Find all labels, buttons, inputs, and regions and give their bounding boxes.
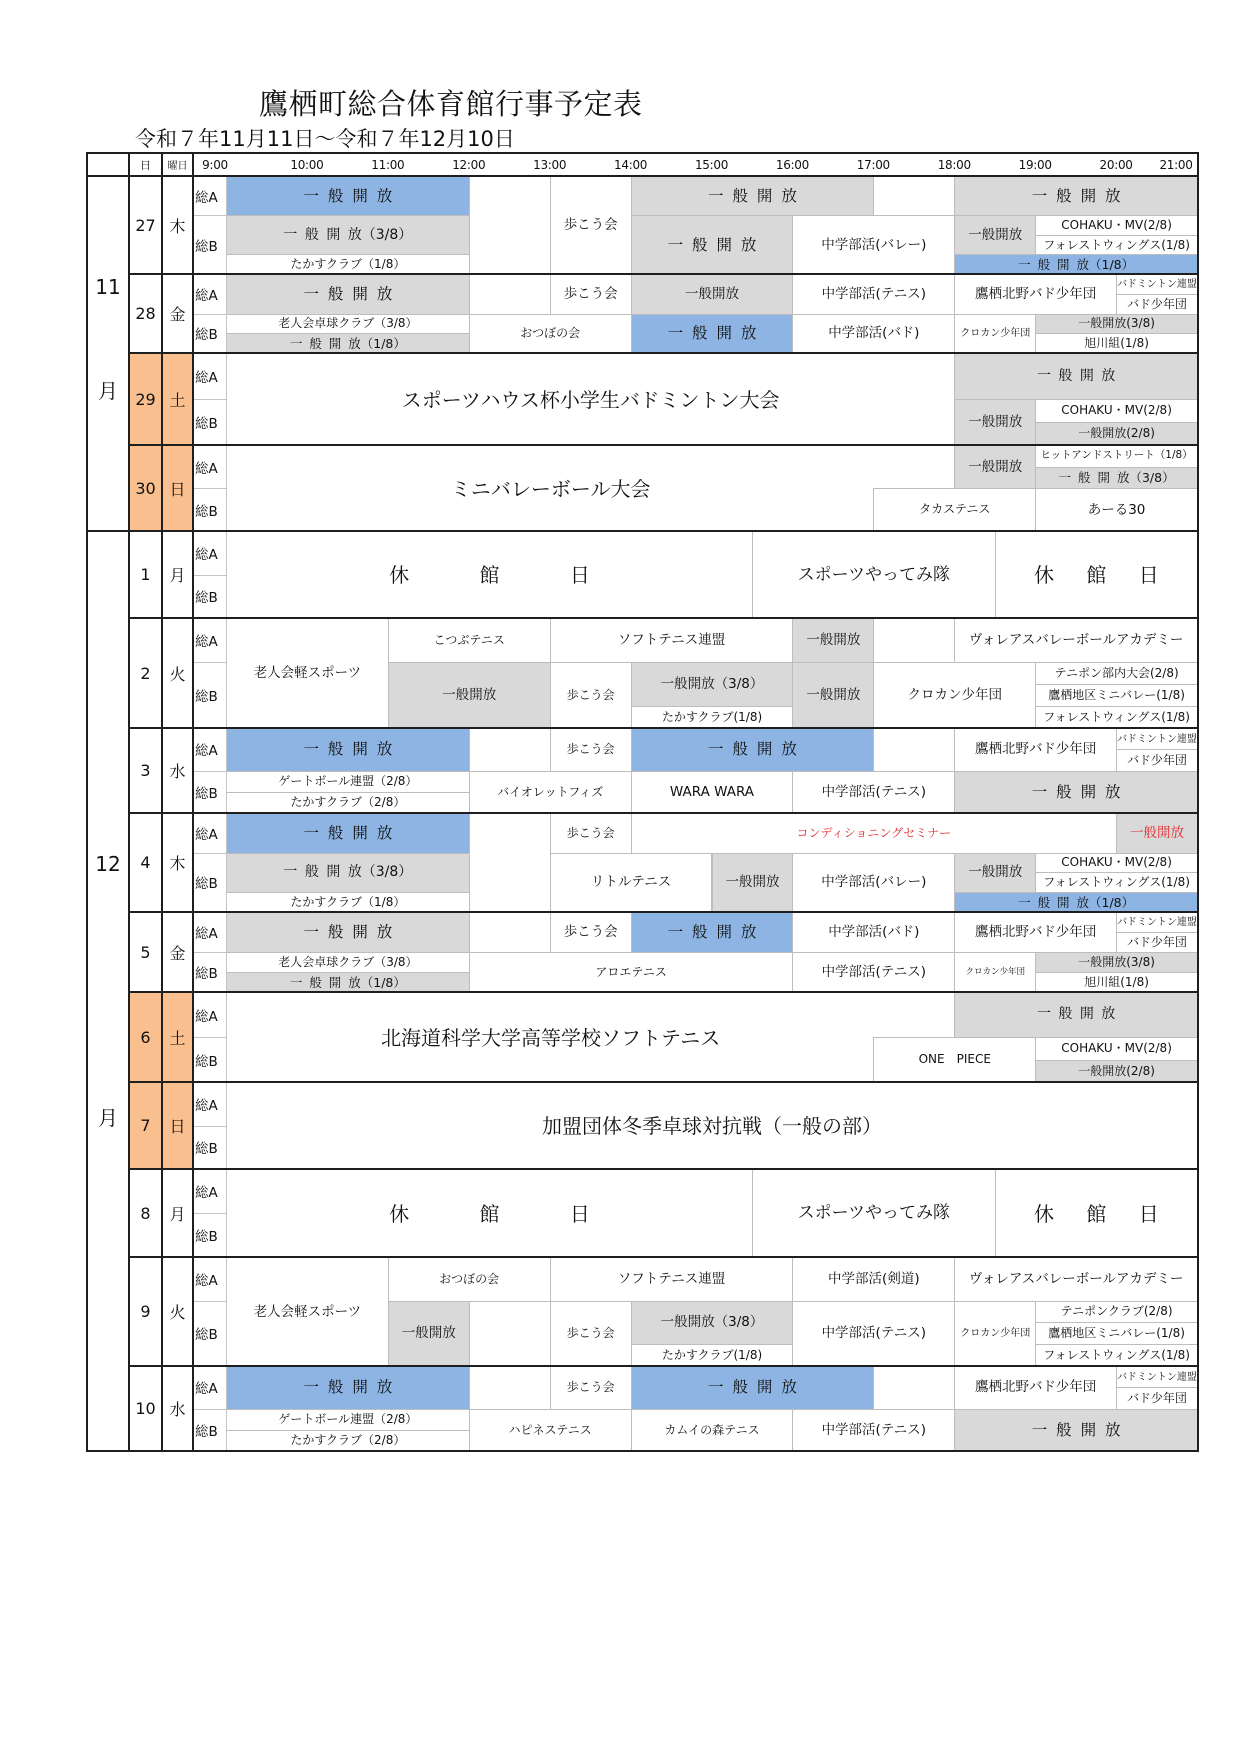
schedule-cell: ONE PIECE — [873, 1037, 1036, 1083]
schedule-cell: ゲートボール連盟（2/8） — [226, 771, 470, 793]
schedule-cell: たかすクラブ(1/8) — [631, 706, 794, 729]
schedule-cell: 一般開放 — [954, 445, 1036, 489]
schedule-cell: 一 般 開 放 — [226, 813, 470, 854]
court-b-label: 総B — [195, 785, 218, 802]
court-b-label: 総B — [195, 966, 218, 982]
schedule-cell: バド少年団 — [1116, 749, 1198, 771]
schedule-cell: COHAKU・MV(2/8) — [1035, 853, 1198, 874]
schedule-cell: 老人会卓球クラブ（3/8） — [226, 952, 470, 973]
schedule-cell: 一般開放 — [712, 853, 794, 913]
court-b-label: 総B — [195, 689, 218, 705]
date-number: 2 — [140, 663, 151, 683]
schedule-cell: フォレストウィングス(1/8) — [1035, 872, 1198, 893]
schedule-cell: 一 般 開 放 — [226, 1366, 470, 1410]
schedule-cell: バド少年団 — [1116, 1387, 1198, 1409]
schedule-cell: クロカン少年団 — [954, 952, 1036, 993]
court-a-label: 総A — [195, 1185, 218, 1201]
schedule-cell: 一 般 開 放 — [631, 1366, 875, 1410]
date-number: 1 — [140, 565, 151, 584]
schedule-cell: 一 般 開 放 — [631, 912, 794, 953]
month-number: 11 — [95, 275, 121, 299]
time-label: 12:00 — [452, 157, 486, 172]
schedule-cell: 歩こう会 — [550, 1301, 632, 1367]
schedule-cell: 鷹栖北野バド少年団 — [954, 912, 1117, 953]
schedule-cell: 一 般 開 放 — [954, 176, 1198, 216]
schedule-cell: クロカン少年団 — [873, 662, 1036, 729]
schedule-cell: ヒットアンドストリート（1/8） — [1035, 445, 1198, 468]
schedule-cell: 一般開放 — [954, 215, 1036, 255]
schedule-cell: 歩こう会 — [550, 912, 632, 953]
schedule-period: 令和７年11月11日～令和７年12月10日 — [135, 127, 515, 151]
date-number: 10 — [135, 1399, 156, 1418]
time-label: 9:00 — [202, 157, 228, 172]
schedule-cell: 中学部活(テニス) — [792, 274, 955, 315]
schedule-cell: スポーツやってみ隊 — [752, 1169, 996, 1258]
schedule-cell: WARA WARA — [631, 771, 794, 815]
schedule-cell: 休 館 日 — [226, 1169, 753, 1258]
court-b-label: 総B — [195, 1327, 218, 1344]
schedule-cell: テニポン部内大会(2/8) — [1035, 662, 1198, 685]
schedule-cell: 一 般 開 放 — [631, 314, 794, 355]
schedule-cell: 老人会卓球クラブ（3/8） — [226, 314, 470, 335]
schedule-cell: クロカン少年団 — [954, 314, 1036, 355]
schedule-cell: 歩こう会 — [550, 274, 632, 315]
header-day-label: 日 — [140, 158, 151, 172]
schedule-cell: 一般開放 — [1116, 813, 1198, 854]
date-number: 30 — [135, 478, 156, 498]
court-b-label: 総B — [195, 416, 218, 432]
schedule-cell: 中学部活(テニス) — [792, 771, 955, 815]
schedule-cell: 鷹栖北野バド少年団 — [954, 274, 1117, 315]
schedule-cell: 一般開放 — [388, 1301, 470, 1367]
schedule-cell: バドミントン連盟 — [1116, 728, 1198, 750]
weekday-label: 土 — [169, 1028, 186, 1048]
schedule-cell: 鷹栖地区ミニバレー(1/8) — [1035, 1322, 1198, 1345]
court-b-label: 総B — [195, 238, 218, 255]
court-a-label: 総A — [195, 634, 218, 650]
schedule-cell: スポーツやってみ隊 — [752, 531, 996, 619]
schedule-cell: 一 般 開 放（1/8） — [226, 333, 470, 354]
schedule-cell: 中学部活(テニス) — [792, 1301, 955, 1367]
schedule-cell: 中学部活(バド) — [792, 912, 955, 953]
court-a-label: 総A — [195, 1272, 218, 1289]
schedule-cell: リトルテニス — [550, 853, 713, 913]
time-label: 10:00 — [290, 157, 324, 172]
schedule-cell: 一般開放 — [954, 399, 1036, 446]
schedule-cell: COHAKU・MV(2/8) — [1035, 399, 1198, 423]
court-b-label: 総B — [195, 503, 218, 520]
court-b-label: 総B — [195, 327, 218, 344]
schedule-cell: COHAKU・MV(2/8) — [1035, 1037, 1198, 1061]
court-a-label: 総A — [195, 460, 218, 477]
date-number: 5 — [140, 942, 151, 962]
schedule-cell: 一 般 開 放 — [954, 1409, 1198, 1453]
schedule-cell: ソフトテニス連盟 — [550, 618, 794, 663]
court-a-label: 総A — [195, 546, 218, 563]
schedule-cell: タカステニス — [873, 488, 1036, 532]
schedule-cell: 一 般 開 放 — [226, 274, 470, 315]
date-number: 27 — [135, 215, 156, 235]
court-b-label: 総B — [195, 876, 218, 893]
weekday-label: 月 — [169, 566, 186, 585]
schedule-cell: 旭川組(1/8) — [1035, 333, 1198, 354]
schedule-cell: 一般開放 — [792, 662, 874, 729]
schedule-cell: 一般開放 — [954, 853, 1036, 894]
court-a-label: 総A — [195, 370, 218, 386]
schedule-cell: 一 般 開 放（3/8） — [1035, 467, 1198, 490]
schedule-cell: 一般開放 — [792, 618, 874, 663]
time-label: 18:00 — [937, 157, 971, 172]
schedule-cell: たかすクラブ（1/8） — [226, 892, 470, 913]
date-number: 9 — [140, 1302, 151, 1321]
schedule-cell: バドミントン連盟 — [1116, 274, 1198, 295]
schedule-cell: バドミントン連盟 — [1116, 912, 1198, 933]
date-number: 7 — [140, 1116, 151, 1135]
schedule-cell: フォレストウィングス(1/8) — [1035, 706, 1198, 729]
weekday-label: 日 — [169, 1117, 186, 1136]
schedule-cell: 中学部活(バド) — [792, 314, 955, 355]
time-label: 13:00 — [533, 157, 567, 172]
schedule-cell: 一般開放(2/8) — [1035, 422, 1198, 446]
schedule-cell: COHAKU・MV(2/8) — [1035, 215, 1198, 236]
date-number: 3 — [140, 761, 151, 780]
weekday-label: 木 — [169, 854, 186, 873]
schedule-cell: 一般開放 — [631, 274, 794, 315]
schedule-cell: 歩こう会 — [550, 176, 632, 275]
schedule-cell: 一 般 開 放（3/8） — [226, 215, 470, 255]
court-a-label: 総A — [195, 743, 218, 760]
weekday-label: 土 — [169, 390, 186, 410]
schedule-cell: 一 般 開 放 — [954, 353, 1198, 400]
document-title: 鷹栖町総合体育館行事予定表 — [259, 87, 643, 121]
month-unit: 月 — [98, 378, 118, 403]
schedule-cell: ゲートボール連盟（2/8） — [226, 1409, 470, 1431]
time-label: 21:00 — [1159, 157, 1193, 172]
schedule-cell: バド少年団 — [1116, 294, 1198, 315]
schedule-cell: 一 般 開 放 — [631, 215, 794, 275]
time-label: 16:00 — [775, 157, 809, 172]
schedule-cell: 休 館 日 — [995, 531, 1198, 619]
schedule-cell: 一 般 開 放（1/8） — [954, 892, 1198, 913]
month-unit: 月 — [98, 1105, 118, 1130]
court-a-label: 総A — [195, 189, 218, 206]
weekday-label: 水 — [169, 1400, 186, 1419]
schedule-cell: こつぶテニス — [388, 618, 551, 663]
date-number: 29 — [135, 389, 156, 409]
schedule-cell: バイオレットフィズ — [469, 771, 632, 815]
schedule-cell: フォレストウィングス(1/8) — [1035, 1344, 1198, 1367]
schedule-cell: ハピネステニス — [469, 1409, 632, 1453]
header-weekday-label: 曜日 — [167, 161, 188, 172]
schedule-cell: おつぼの会 — [469, 314, 632, 355]
schedule-cell: 歩こう会 — [550, 728, 632, 772]
time-label: 14:00 — [614, 157, 648, 172]
month-number: 12 — [95, 852, 121, 876]
schedule-cell: たかすクラブ（1/8） — [226, 254, 470, 275]
schedule-cell: 一 般 開 放 — [226, 912, 470, 953]
weekday-label: 日 — [169, 479, 186, 499]
schedule-cell: バドミントン連盟 — [1116, 1366, 1198, 1388]
schedule-cell: ヴォレアスバレーボールアカデミー — [954, 618, 1198, 663]
court-a-label: 総A — [195, 287, 218, 304]
schedule-cell: 中学部活(テニス) — [792, 952, 955, 993]
court-b-label: 総B — [195, 1229, 218, 1245]
time-label: 11:00 — [371, 157, 405, 172]
schedule-cell: おつぼの会 — [388, 1257, 551, 1302]
court-b-label: 総B — [195, 1053, 218, 1070]
time-label: 15:00 — [694, 157, 729, 172]
schedule-cell: ミニバレーボール大会 — [226, 445, 874, 532]
schedule-cell: 一般開放（3/8） — [631, 1301, 794, 1346]
schedule-cell: 北海道科学大学高等学校ソフトテニス — [226, 992, 874, 1083]
weekday-label: 水 — [169, 762, 186, 781]
schedule-cell: 中学部活(バレー) — [792, 215, 955, 275]
schedule-cell: 一 般 開 放 — [954, 992, 1198, 1038]
schedule-cell: 一般開放(3/8) — [1035, 314, 1198, 335]
court-a-label: 総A — [195, 1381, 218, 1398]
schedule-cell: 中学部活(テニス) — [792, 1409, 955, 1453]
schedule-cell: 中学部活(バレー) — [792, 853, 955, 913]
schedule-cell: 一般開放(3/8) — [1035, 952, 1198, 973]
court-b-label: 総B — [195, 1141, 218, 1158]
schedule-cell: ソフトテニス連盟 — [550, 1257, 794, 1302]
schedule-cell: 休 館 日 — [995, 1169, 1198, 1258]
schedule-cell: 鷹栖北野バド少年団 — [954, 728, 1117, 772]
court-a-label: 総A — [195, 826, 218, 843]
schedule-cell: 一 般 開 放（1/8） — [954, 254, 1198, 275]
schedule-cell: 老人会軽スポーツ — [226, 1257, 389, 1367]
date-number: 6 — [140, 1027, 151, 1047]
schedule-cell: 一 般 開 放 — [631, 176, 875, 216]
court-b-label: 総B — [195, 590, 218, 607]
court-b-label: 総B — [195, 1423, 218, 1440]
schedule-cell: 一 般 開 放 — [226, 728, 470, 772]
schedule-cell: たかすクラブ(1/8) — [631, 1344, 794, 1367]
date-number: 28 — [135, 304, 156, 323]
schedule-cell: クロカン少年団 — [954, 1301, 1036, 1367]
schedule-cell: コンディショニングセミナー — [631, 813, 1118, 854]
schedule-cell: バド少年団 — [1116, 932, 1198, 953]
court-a-label: 総A — [195, 1097, 218, 1114]
weekday-label: 金 — [169, 943, 186, 963]
schedule-cell: 老人会軽スポーツ — [226, 618, 389, 729]
schedule-cell: アロエテニス — [469, 952, 794, 993]
schedule-cell: 歩こう会 — [550, 662, 632, 729]
time-label: 20:00 — [1099, 157, 1133, 172]
date-number: 4 — [140, 853, 151, 872]
schedule-cell: たかすクラブ（2/8） — [226, 792, 470, 814]
schedule-cell: スポーツハウス杯小学生バドミントン大会 — [226, 353, 955, 446]
weekday-label: 火 — [169, 664, 186, 684]
schedule-cell: 鷹栖北野バド少年団 — [954, 1366, 1117, 1410]
schedule-cell: テニポンクラブ(2/8) — [1035, 1301, 1198, 1324]
schedule-cell: 中学部活(剣道) — [792, 1257, 955, 1302]
schedule-cell: フォレストウィングス(1/8) — [1035, 235, 1198, 256]
weekday-label: 火 — [169, 1303, 186, 1322]
time-label: 17:00 — [856, 157, 890, 172]
court-a-label: 総A — [195, 1008, 218, 1025]
court-a-label: 総A — [195, 926, 218, 942]
schedule-cell: 一般開放（3/8） — [631, 662, 794, 707]
schedule-cell: 歩こう会 — [550, 813, 632, 854]
date-number: 8 — [140, 1203, 151, 1223]
weekday-label: 月 — [169, 1204, 186, 1224]
schedule-cell: 歩こう会 — [550, 1366, 632, 1410]
schedule-cell: 休 館 日 — [226, 531, 753, 619]
time-label: 19:00 — [1018, 157, 1052, 172]
schedule-cell: ヴォレアスバレーボールアカデミー — [954, 1257, 1198, 1302]
table-frame — [86, 152, 1199, 1452]
schedule-cell: 一般開放 — [388, 662, 551, 729]
schedule-cell: 一 般 開 放 — [954, 771, 1198, 815]
weekday-label: 木 — [169, 216, 186, 236]
schedule-cell: カムイの森テニス — [631, 1409, 794, 1453]
weekday-label: 金 — [169, 305, 186, 324]
schedule-cell: 一 般 開 放（1/8） — [226, 972, 470, 993]
schedule-cell: 一 般 開 放 — [631, 728, 875, 772]
schedule-cell: 一 般 開 放 — [226, 176, 470, 216]
schedule-cell: 加盟団体冬季卓球対抗戦（一般の部） — [226, 1082, 1198, 1170]
schedule-cell: たかすクラブ（2/8） — [226, 1430, 470, 1452]
schedule-cell: 旭川組(1/8) — [1035, 972, 1198, 993]
schedule-cell: 一 般 開 放（3/8） — [226, 853, 470, 894]
schedule-cell: 一般開放(2/8) — [1035, 1060, 1198, 1084]
schedule-cell: あーる30 — [1035, 488, 1198, 532]
schedule-cell: 鷹栖地区ミニバレー(1/8) — [1035, 684, 1198, 707]
